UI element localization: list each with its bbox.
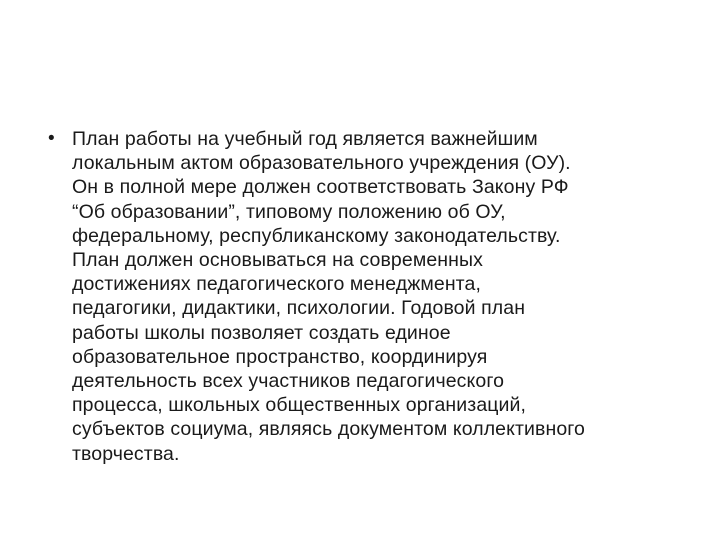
bullet-item (48, 127, 708, 466)
paragraph-line: План работы на учебный год является важнейшим (72, 128, 538, 150)
paragraph-line: работы школы позволяет создать единое (72, 321, 451, 344)
paragraph-line: деятельность всех участников педагогического (72, 370, 505, 393)
bullet-list (48, 127, 708, 466)
paragraph-line: федеральному, республиканскому законодательству. (72, 224, 561, 247)
paragraph-line: образовательное пространство, координируя (72, 345, 488, 368)
paragraph-line: достижениях педагогического менеджмента, (72, 273, 481, 296)
paragraph-line: творчества. (72, 442, 180, 465)
paragraph-line: “Об образовании”, типовому положению об ОУ, (72, 200, 506, 223)
paragraph-line: субъектов социума, являясь документом коллективного (72, 418, 585, 441)
slide-content (48, 127, 708, 466)
paragraph-line: локальным актом образовательного учреждения (ОУ). (72, 152, 571, 175)
paragraph-line: процесса, школьных общественных организаций, (72, 394, 527, 417)
paragraph-line: План должен основываться на современных (72, 249, 483, 272)
bullet-icon: • (48, 128, 55, 149)
paragraph-line: Он в полной мере должен соответствовать Закону РФ (72, 176, 569, 199)
paragraph-line: педагогики, дидактики, психологии. Годовой план (72, 297, 526, 320)
